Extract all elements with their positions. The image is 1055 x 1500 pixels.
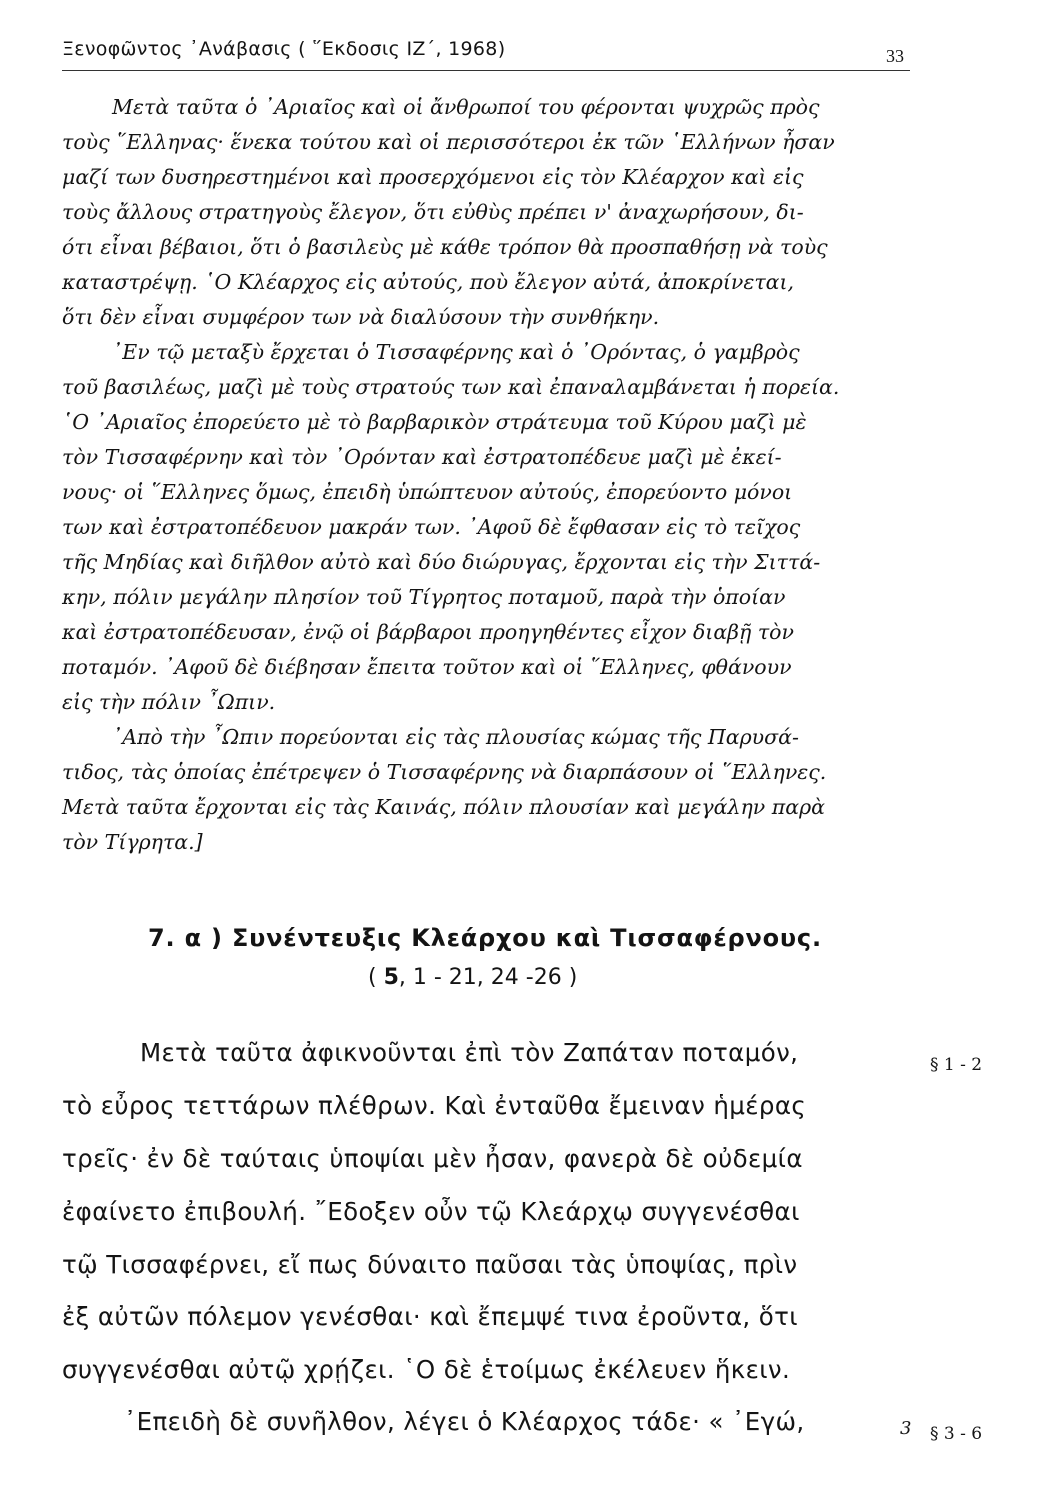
- greek-line: ἐξ αὐτῶν πόλεμον γενέσθαι· καὶ ἔπεμψέ τινα ἐροῦντα, ὅτι: [62, 1302, 798, 1331]
- page-number: 33: [886, 46, 904, 66]
- summary-line: ῾Ο ᾿Αριαῖος ἐπορεύετο μὲ τὸ βαρβαρικὸν στράτευμα τοῦ Κύρου μαζὶ μὲ: [62, 410, 807, 434]
- summary-line: ὅτι δὲν εἶναι συμφέρον των νὰ διαλύσουν τὴν συνθήκην.: [62, 305, 660, 329]
- greek-line: συγγενέσθαι αὐτῷ χρῄζει. ῾Ο δὲ ἑτοίμως ἐκέλευεν ἥκειν.: [62, 1355, 791, 1384]
- summary-line: των καὶ ἐστρατοπέδευον μακράν των. ᾿Αφοῦ δὲ ἔφθασαν εἰς τὸ τεῖχος: [62, 515, 801, 539]
- summary-line: ᾿Απὸ τὴν ῏Ωπιν πορεύονται εἰς τὰς πλουσίας κώμας τῆς Παρυσά-: [112, 725, 799, 749]
- summary-line: τὸν Τίγρητα.]: [62, 830, 203, 854]
- summary-line: Μετὰ ταῦτα ὁ ᾿Αριαῖος καὶ οἱ ἄνθρωποί του φέρονται ψυχρῶς πρὸς: [112, 95, 820, 119]
- summary-line: εἰς τὴν πόλιν ῏Ωπιν.: [62, 690, 276, 714]
- section-ref-range: , 1 - 21, 24 -26 ): [398, 965, 578, 990]
- summary-line: τοῦ βασιλέως, μαζὶ μὲ τοὺς στρατούς των καὶ ἐπαναλαμβάνεται ἡ πορεία.: [62, 375, 840, 399]
- section-heading: 7. α ) Συνέντευξις Κλεάρχου καὶ Τισσαφέρνους.: [148, 924, 822, 952]
- summary-line: καὶ ἐστρατοπέδευσαν, ἐνῷ οἱ βάρβαροι προηγηθέντες εἶχον διαβῇ τὸν: [62, 620, 794, 644]
- summary-line: τῆς Μηδίας καὶ διῆλθον αὐτὸ καὶ δύο διώρυγας, ἔρχονται εἰς τὴν Σιττά-: [62, 550, 821, 574]
- summary-line: τιδος, τὰς ὁποίας ἐπέτρεψεν ὁ Τισσαφέρνης νὰ διαρπάσουν οἱ ῞Ελληνες.: [62, 760, 827, 784]
- summary-line: τοὺς ῞Ελληνας· ἕνεκα τούτου καὶ οἱ περισσότεροι ἐκ τῶν ῾Ελλήνων ἦσαν: [62, 130, 835, 154]
- section-ref-book: 5: [383, 965, 399, 990]
- greek-line: τὸ εὖρος τεττάρων πλέθρων. Καὶ ἐνταῦθα ἔμειναν ἡμέρας: [62, 1091, 807, 1120]
- greek-line: τρεῖς· ἐν δὲ ταύταις ὑποψίαι μὲν ἦσαν, φανερὰ δὲ οὐδεμία: [62, 1144, 803, 1173]
- summary-line: κην, πόλιν μεγάλην πλησίον τοῦ Τίγρητος ποταμοῦ, παρὰ τὴν ὁποίαν: [62, 585, 786, 609]
- greek-line: Μετὰ ταῦτα ἀφικνοῦνται ἐπὶ τὸν Ζαπάταν ποταμόν,: [140, 1038, 799, 1067]
- summary-line: Μετὰ ταῦτα ἔρχονται εἰς τὰς Καινάς, πόλιν πλουσίαν καὶ μεγάλην παρὰ: [62, 795, 825, 819]
- section-reference: [368, 965, 577, 990]
- running-header: [62, 38, 910, 71]
- summary-line: ᾿Εν τῷ μεταξὺ ἔρχεται ὁ Τισσαφέρνης καὶ ὁ ᾿Ορόντας, ὁ γαμβρὸς: [112, 340, 800, 364]
- greek-line: ἐφαίνετο ἐπιβουλή. ῎Εδοξεν οὖν τῷ Κλεάρχῳ συγγενέσθαι: [62, 1197, 800, 1226]
- greek-line: τῷ Τισσαφέρνει, εἴ πως δύναιτο παῦσαι τὰς ὑποψίας, πρὶν: [62, 1250, 798, 1279]
- summary-line: τὸν Τισσαφέρνην καὶ τὸν ᾿Ορόνταν καὶ ἐστρατοπέδευε μαζὶ μὲ ἐκεί-: [62, 445, 782, 469]
- summary-line: ότι εἶναι βέβαιοι, ὅτι ὁ βασιλεὺς μὲ κάθε τρόπον θὰ προσπαθήσῃ νὰ τοὺς: [62, 235, 828, 259]
- summary-line: νους· οἱ ῞Ελληνες ὅμως, ἐπειδὴ ὑπώπτευον αὐτούς, ἐπορεύοντο μόνοι: [62, 480, 793, 504]
- section-ref-open: (: [368, 965, 384, 990]
- summary-line: μαζί των δυσηρεστημένοι καὶ προσερχόμενοι εἰς τὸν Κλέαρχον καὶ εἰς: [62, 165, 804, 189]
- summary-line: καταστρέψῃ. ῾Ο Κλέαρχος εἰς αὐτούς, ποὺ ἔλεγον αὐτά, ἀποκρίνεται,: [62, 270, 795, 294]
- margin-reference: § 1 - 2: [930, 1055, 983, 1075]
- margin-reference: § 3 - 6: [930, 1424, 983, 1444]
- summary-line: ποταμόν. ᾿Αφοῦ δὲ διέβησαν ἔπειτα τοῦτον καὶ οἱ ῞Ελληνες, φθάνουν: [62, 655, 792, 679]
- greek-line: ᾿Επειδὴ δὲ συνῆλθον, λέγει ὁ Κλέαρχος τάδε· « ᾿Εγώ,: [124, 1407, 805, 1436]
- summary-line: τοὺς ἄλλους στρατηγοὺς ἔλεγον, ὅτι εὐθὺς πρέπει ν' ἀναχωρήσουν, δι-: [62, 200, 804, 224]
- header-title: Ξενοφῶντος ᾿Ανάβασις ( ῞Εκδοσις ΙΖ΄, 1968): [62, 38, 506, 60]
- signature-mark: 3: [900, 1418, 912, 1439]
